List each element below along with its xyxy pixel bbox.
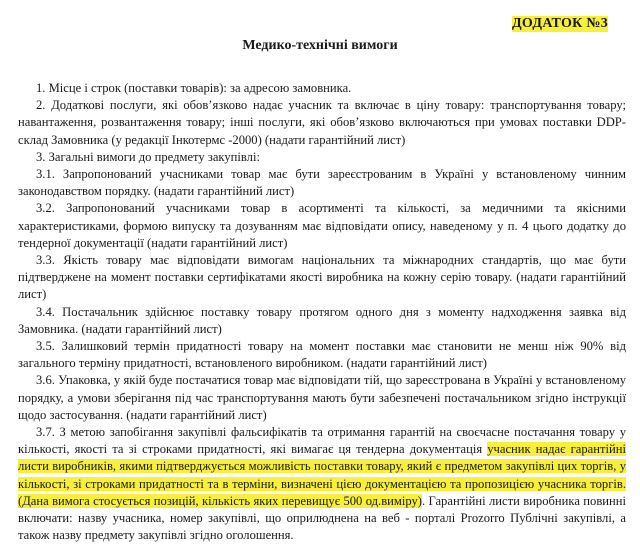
paragraph-3-7 [18,424,626,544]
paragraph-3-1: 3.1. Запропонований учасниками товар має бути зареєстрованим в Україні у встановленому чинним законодавством порядку. (надати гарантійний лист) [18,167,626,199]
paragraph-3-4: 3.4. Постачальник здійснює поставку товару протягом одного дня з моменту надходження заявка від Замовника. (надати гарантійний лист) [18,304,626,336]
paragraph-2: 2. Додаткові послуги, які обов’язково надає учасник та включає в ціну товару: транспортування товару; навантаження, розвантаження товару; інші послуги, які обов’язково включаються при умовах поставки DDP-склад Замовника (у редакції Інкотермс -2000) (надати гарантійний лист) [18,98,626,147]
appendix-label: ДОДАТОК №3 [512,16,609,31]
paragraph-3-2: 3.2. Запропонований учасниками товар в асортименті та кількості, за медичними та якісними характеристиками, формою випуску та дозуванням має відповідати опису, наведеному у п. 4 цього додатку до тендерної документації (надати гарантійний лист) [18,201,626,250]
paragraph-3-7-text: 3.7. З метою запобігання закупівлі фальсифікатів та отримання гарантій на своєчасне постачання товару у кількості, якості та зі строками придатності, які вимагає ця тендерна документація [18,425,626,457]
document-body [18,80,626,544]
document-title: Медико-технічні вимоги [242,38,398,53]
highlighted-requirement: учасник надає гарантійні листи виробників, якими підтверджується можливість поставки товару, який є предметом закупівлі цих торгів, у кількості, зі строками придатності та в терміни, визначені цією документацією та пропозицією учасника торгів. (Дана вимога стосується позицій, кількість яких перевищує 500 од.виміру) [18,442,626,508]
paragraph-1: 1. Місце і строк (поставки товарів): за адресою замовника. [36,81,352,95]
paragraph-3-5: 3.5. Залишковий термін придатності товару на момент поставки має становити не менш ніж 90% від загального терміну придатності, встановленого виробником. (надати гарантійний лист) [18,339,626,371]
paragraph-3-7-tail: . Гарантійні листи виробника повинні включати: назву учасника, номер закупівлі, що оприлюднена на веб - порталі Prozorro Публічні закупівлі, а також назву предмету закупівлі згідно оголошення. [18,493,626,543]
paragraph-3-6: 3.6. Упаковка, у якій буде постачатися товар має відповідати тій, що зареєстрована в Україні у встановленому порядку, а умови зберігання під час транспортування мають бути забезпечені постачальником згідно інструкції щодо застосування. (надати гарантійний лист) [18,373,626,422]
paragraph-3-3: 3.3. Якість товару має відповідати вимогам національних та міжнародних стандартів, що має бути підтверджене на момент поставки сертифікатами якості виробника на кожну серію товару. (надати гарантійний лист) [18,253,626,302]
paragraph-3: 3. Загальні вимоги до предмету закупівлі: [36,149,260,164]
